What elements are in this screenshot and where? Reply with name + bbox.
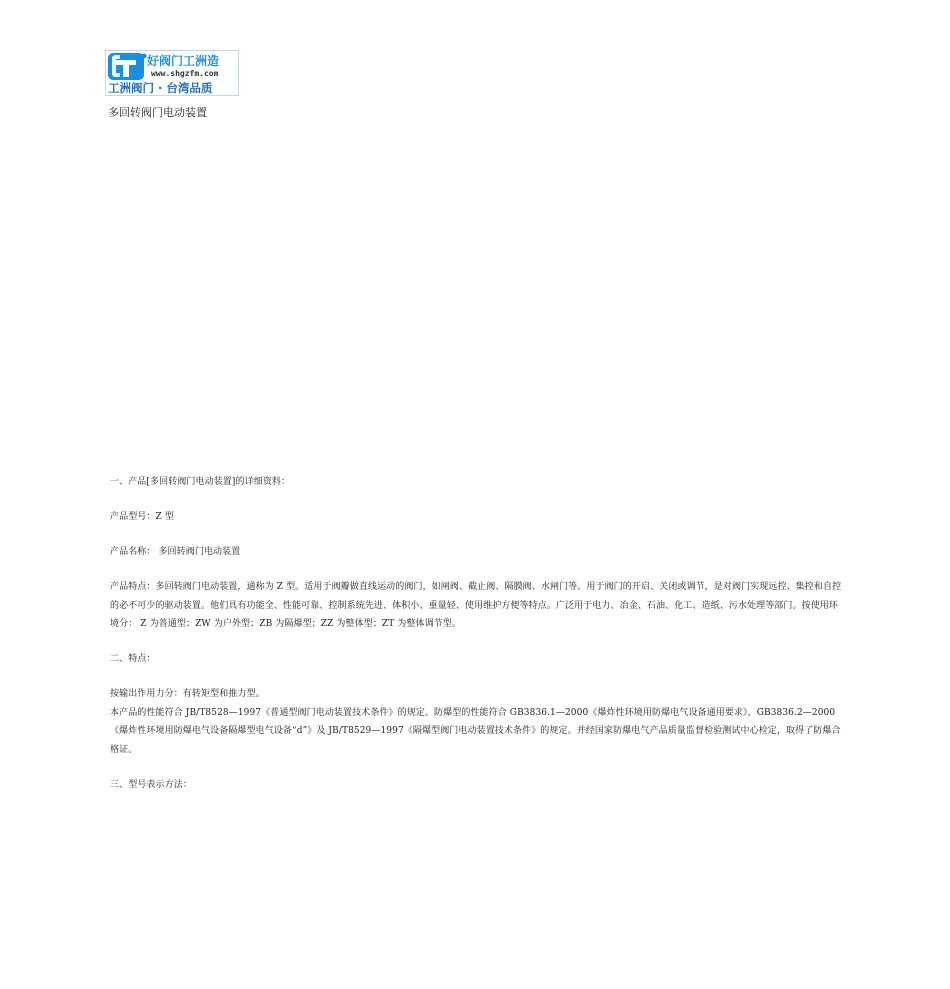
logo-slogan: 好阀门工洲造 [147, 54, 220, 68]
document-body [110, 473, 845, 811]
model-notation-heading: 三、型号表示方法： [110, 779, 192, 790]
company-logo [105, 50, 239, 96]
product-features-paragraph: 产品特点：多回转阀门电动装置，通称为 Z 型。适用于阀瓣做直线运动的阀门，如闸阀、截止阀、隔膜阀、水闸门等。用于阀门的开启、关闭或调节，是对阀门实现远控、集控和自控的必不可少的驱动装置。他们具有功能全、性能可靠、控制系统先进、体积小、重量轻、使用维护方便等特点。广泛用于电力、冶金、石油、化工、造纸、污水处理等部门。按使用环境分： Z 为普通型；ZW 为户外型；ZB 为隔爆型；ZZ 为整体型；ZT 为整体调节型。 [110, 582, 842, 629]
gt-emblem-icon [108, 53, 147, 80]
product-model: 产品型号：Z 型 [110, 512, 174, 522]
logo-graphic [106, 51, 238, 95]
product-name: 产品名称： 多回转阀门电动装置 [110, 547, 241, 557]
standards-paragraph: 本产品的性能符合 JB/T8528—1997《普通型阀门电动装置技术条件》的规定。防爆型的性能符合 GB3836.1—2000《爆炸性环境用防爆电气设备通用要求》，GB3836.2—2000《爆炸性环境用防爆电气设备隔爆型电气设备“d”》及 JB/T8529—1997《隔爆型阀门电动装置技术条件》的规定。并经国家防爆电气产品质量监督检验测试中心检定，取得了防爆合格证。 [110, 707, 841, 755]
doc-title: 多回转阀门电动装置 [108, 106, 207, 119]
logo-tagline: 工洲阀门 · 台湾品质 [108, 81, 213, 95]
output-force-line: 按输出作用力分：有转矩型和推力型。 [110, 689, 265, 699]
traits-heading: 二、特点： [110, 654, 156, 664]
detail-heading: 一、产品[多回转阀门电动装置]的详细资料： [110, 477, 291, 487]
logo-url: www.shgzfm.com [151, 69, 219, 78]
